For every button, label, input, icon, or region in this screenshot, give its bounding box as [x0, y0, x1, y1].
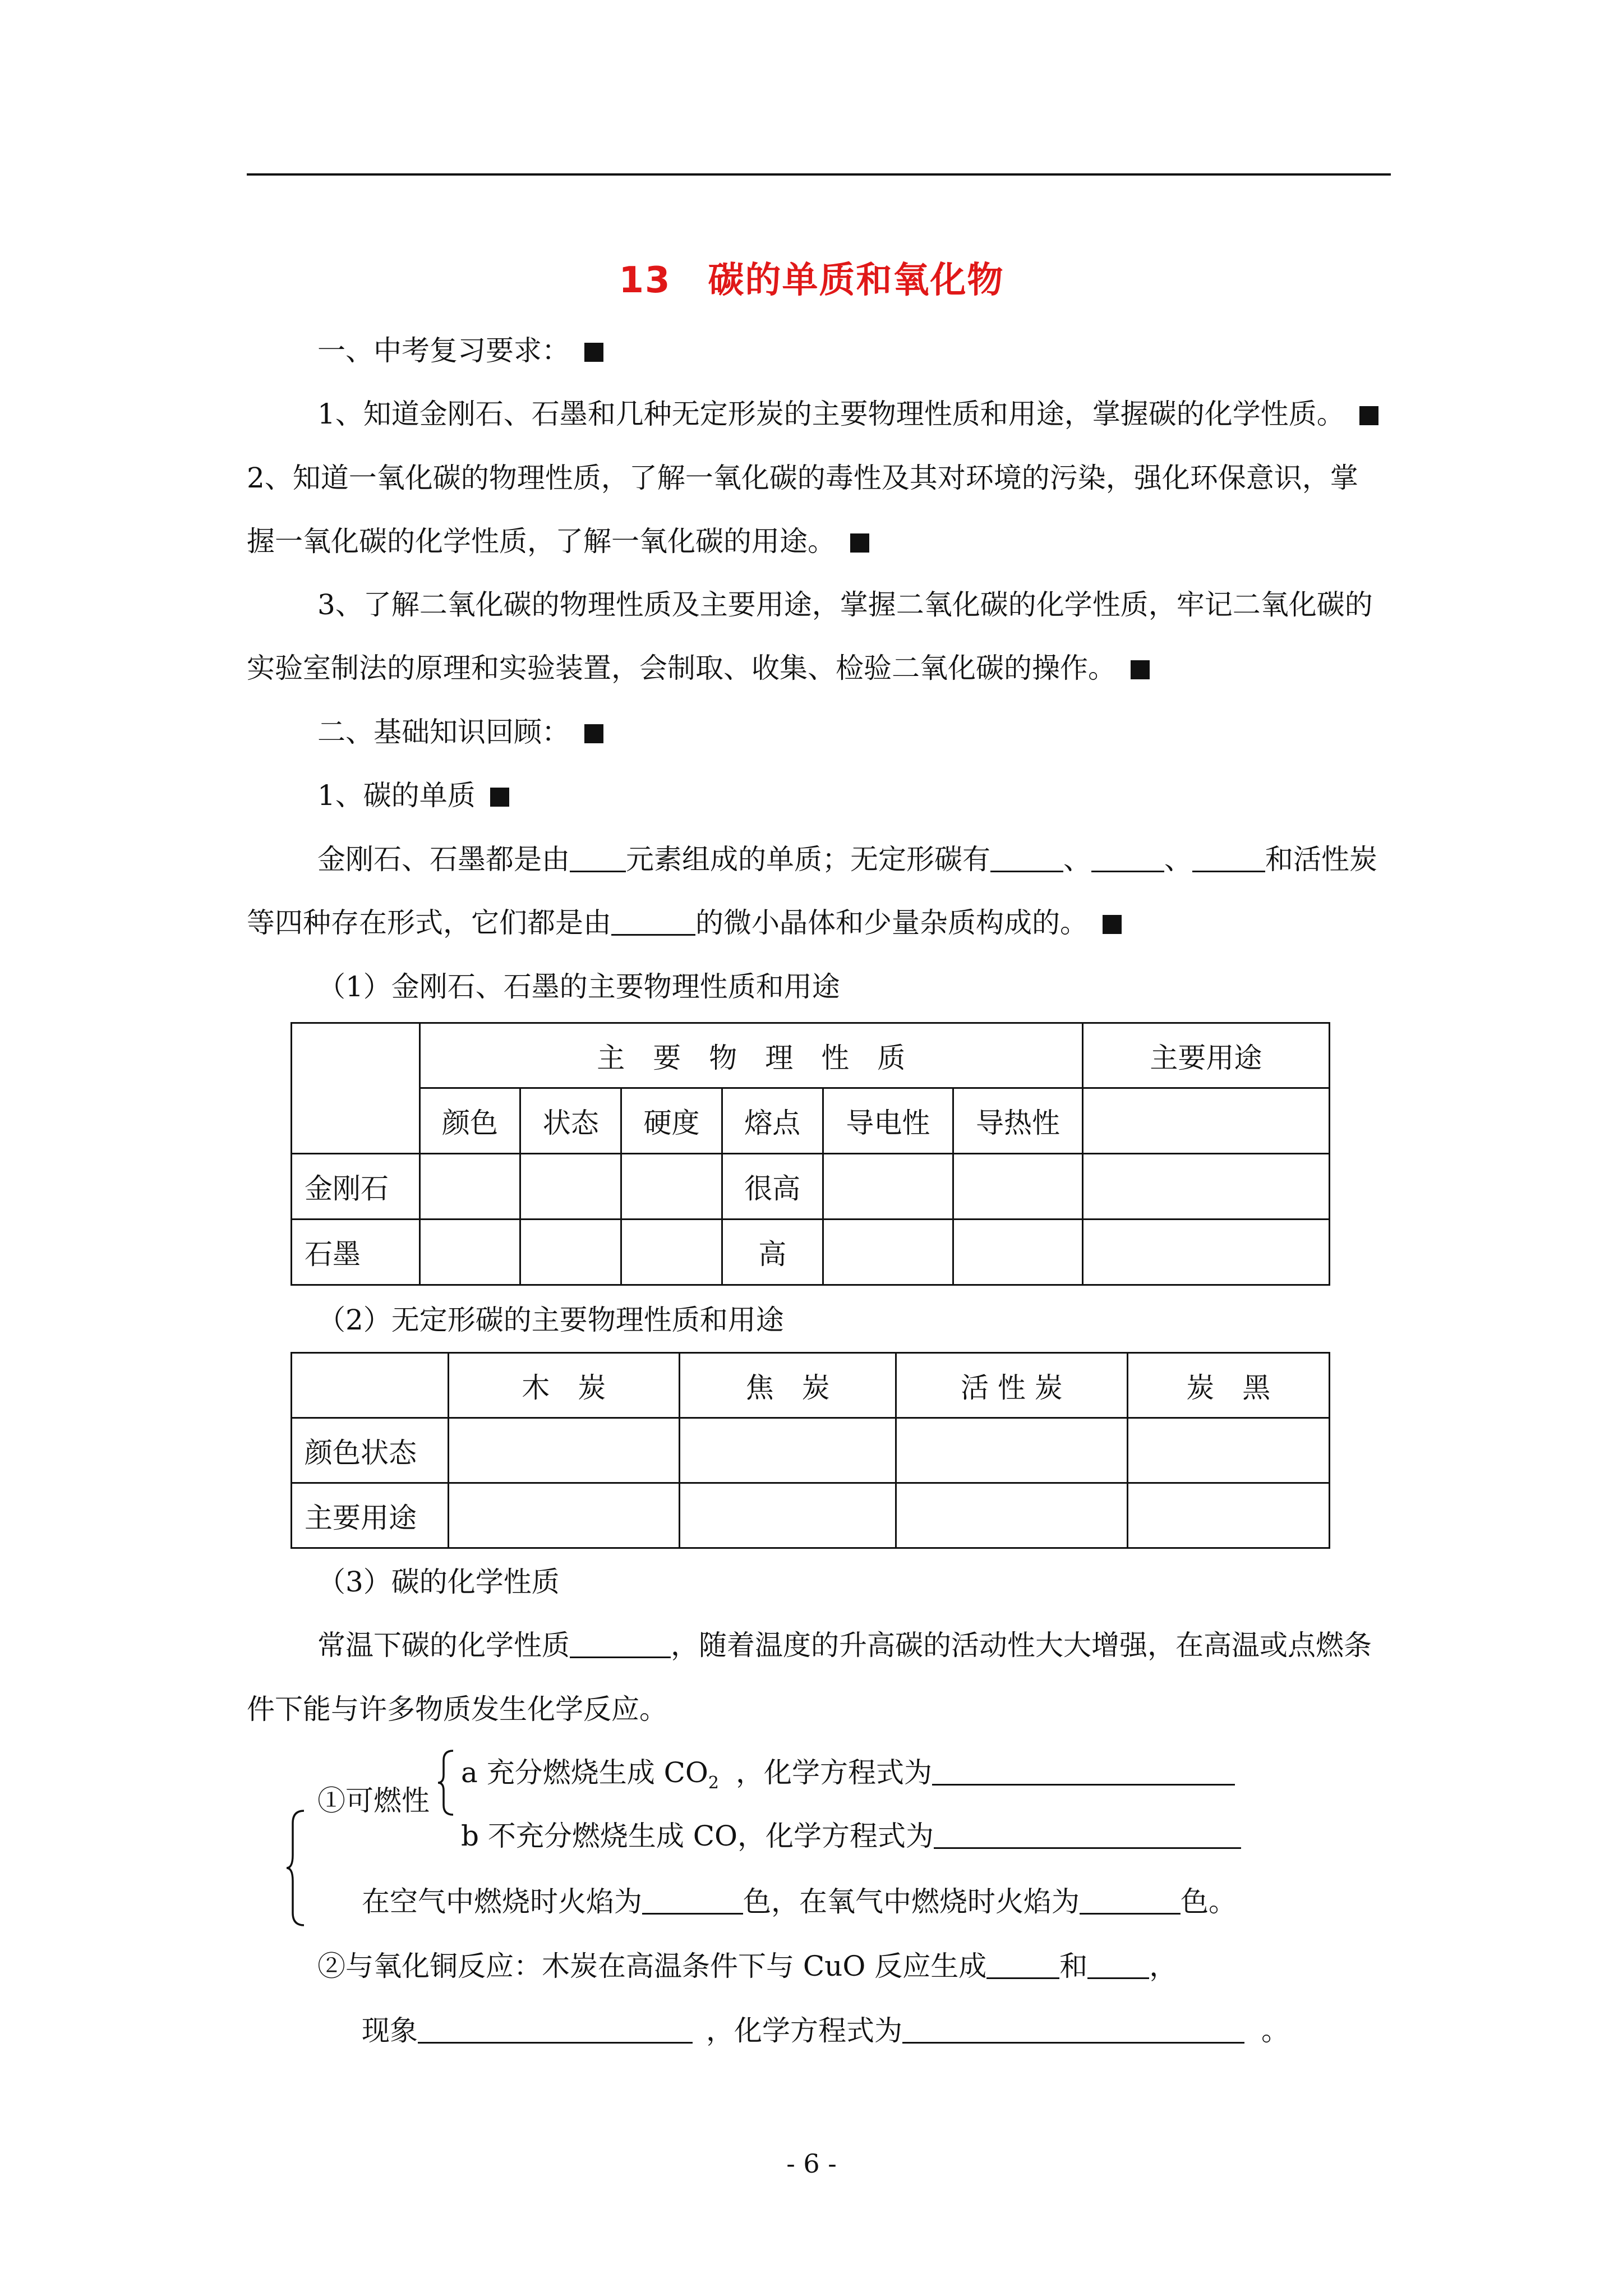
fill-blank[interactable]: [1192, 845, 1265, 872]
phenomenon-blank[interactable]: [418, 2016, 693, 2044]
column-header: 炭 黑: [1127, 1353, 1329, 1418]
diamond-graphite-table: [291, 1022, 1330, 1286]
fill-blank[interactable]: [570, 1631, 671, 1658]
table-row: [292, 1220, 1330, 1285]
column-header: 木 炭: [448, 1353, 679, 1418]
fill-blank[interactable]: [570, 845, 626, 872]
column-header: 活 性 炭: [896, 1353, 1127, 1418]
fill-blank[interactable]: [986, 1952, 1059, 1979]
square-bullet-icon: [850, 533, 869, 553]
page-title: 13 碳的单质和氧化物: [619, 260, 1004, 301]
table-cell[interactable]: [679, 1483, 896, 1548]
table-cell: 很高: [722, 1154, 823, 1220]
square-bullet-icon: [1103, 915, 1122, 934]
requirement-3-line-2: 实验室制法的原理和实验装置，会制取、收集、检验二氧化碳的操作。: [247, 648, 1150, 688]
fill-blank[interactable]: [1080, 1887, 1181, 1915]
table-cell[interactable]: [1082, 1154, 1329, 1220]
table-cell[interactable]: [419, 1220, 520, 1285]
equation-blank[interactable]: [934, 1821, 1241, 1849]
copper-oxide-reaction-line-2: 现象 ，化学方程式为 。: [362, 2014, 1289, 2047]
column-header: 硬度: [621, 1088, 722, 1154]
section-1-heading: 一、中考复习要求：: [317, 331, 603, 370]
table-row: [292, 1483, 1330, 1548]
row-header: 石墨: [292, 1220, 420, 1285]
table-cell[interactable]: [419, 1154, 520, 1220]
table-row: [292, 1418, 1330, 1483]
fill-blank[interactable]: [1087, 1952, 1149, 1979]
table-cell[interactable]: [896, 1418, 1127, 1483]
subsection-carbon-elements: 1、碳的单质: [317, 776, 509, 815]
table-cell[interactable]: [823, 1154, 953, 1220]
square-bullet-icon: [1359, 406, 1378, 425]
equation-blank[interactable]: [932, 1758, 1235, 1786]
physical-properties-header: 主 要 物 理 性 质: [419, 1023, 1082, 1088]
column-header: 导电性: [823, 1088, 953, 1154]
table-row: [292, 1154, 1330, 1220]
caption-table-2: （2）无定形碳的主要物理性质和用途: [317, 1304, 784, 1336]
inner-brace-icon: [436, 1749, 457, 1816]
row-header: 颜色状态: [292, 1418, 449, 1483]
requirement-1: 1、知道金刚石、石墨和几种无定形炭的主要物理性质和用途，掌握碳的化学性质。: [317, 394, 1378, 434]
table-corner-cell: [292, 1023, 420, 1154]
fill-blank[interactable]: [990, 845, 1063, 872]
square-bullet-icon: [584, 724, 603, 743]
requirement-2-line-2: 握一氧化碳的化学性质，了解一氧化碳的用途。: [247, 522, 869, 561]
table-cell[interactable]: [1082, 1088, 1329, 1154]
page-number: - 6 -: [786, 2148, 837, 2179]
column-header: 导热性: [953, 1088, 1083, 1154]
column-header: 焦 炭: [679, 1353, 896, 1418]
complete-combustion-line: a 充分燃烧生成 $CO_2$ ，化学方程式为: [461, 1753, 1235, 1803]
main-uses-header: 主要用途: [1082, 1023, 1329, 1088]
square-bullet-icon: [584, 343, 603, 362]
fill-blank[interactable]: [1091, 845, 1164, 872]
amorphous-carbon-table: [291, 1352, 1330, 1549]
column-header: 颜色: [419, 1088, 520, 1154]
fill-blank[interactable]: [611, 908, 695, 936]
header-rule: [247, 173, 1391, 176]
table-corner-cell: [292, 1353, 449, 1418]
table-cell[interactable]: [1127, 1418, 1329, 1483]
square-bullet-icon: [490, 788, 509, 807]
requirement-2-line-1: 2、知道一氧化碳的物理性质，了解一氧化碳的毒性及其对环境的污染，强化环保意识，掌: [247, 462, 1358, 494]
paragraph-chemical-line-1: 常温下碳的化学性质 ，随着温度的升高碳的活动性大大增强，在高温或点燃条: [317, 1629, 1372, 1662]
paragraph-carbon-forms-line-1: 金刚石、石墨都是由 元素组成的单质；无定形碳有 、 、 和活性炭: [317, 843, 1377, 876]
table-cell[interactable]: [953, 1154, 1083, 1220]
combustibility-label: ①可燃性: [317, 1784, 430, 1817]
table-cell[interactable]: [1082, 1220, 1329, 1285]
row-header: 金刚石: [292, 1154, 420, 1220]
paragraph-carbon-forms-line-2: 等四种存在形式，它们都是由 的微小晶体和少量杂质构成的。: [247, 903, 1122, 942]
equation-blank[interactable]: [902, 2016, 1244, 2044]
fill-blank[interactable]: [642, 1887, 743, 1915]
table-cell[interactable]: [520, 1154, 621, 1220]
paragraph-chemical-line-2: 件下能与许多物质发生化学反应。: [247, 1693, 667, 1726]
flame-color-line: 在空气中燃烧时火焰为 色，在氧气中燃烧时火焰为 色。: [362, 1885, 1237, 1918]
table-cell[interactable]: [448, 1418, 679, 1483]
table-cell[interactable]: [679, 1418, 896, 1483]
column-header: 状态: [520, 1088, 621, 1154]
table-cell: 高: [722, 1220, 823, 1285]
column-header: 熔点: [722, 1088, 823, 1154]
row-header: 主要用途: [292, 1483, 449, 1548]
section-2-heading: 二、基础知识回顾：: [317, 712, 603, 752]
copper-oxide-reaction-line-1: ②与氧化铜反应：木炭在高温条件下与 CuO 反应生成 和 ，: [317, 1950, 1178, 1982]
incomplete-combustion-line: b 不充分燃烧生成 CO，化学方程式为: [461, 1816, 1241, 1856]
table-cell[interactable]: [823, 1220, 953, 1285]
caption-table-1: （1）金刚石、石墨的主要物理性质和用途: [317, 970, 840, 1003]
table-cell[interactable]: [1127, 1483, 1329, 1548]
table-cell[interactable]: [896, 1483, 1127, 1548]
table-cell[interactable]: [953, 1220, 1083, 1285]
table-cell[interactable]: [621, 1154, 722, 1220]
caption-chemical-properties: （3）碳的化学性质: [317, 1566, 560, 1598]
requirement-3-line-1: 3、了解二氧化碳的物理性质及主要用途，掌握二氧化碳的化学性质，牢记二氧化碳的: [317, 588, 1373, 621]
table-cell[interactable]: [448, 1483, 679, 1548]
table-cell[interactable]: [621, 1220, 722, 1285]
outer-brace-icon: [285, 1809, 307, 1927]
table-cell[interactable]: [520, 1220, 621, 1285]
square-bullet-icon: [1131, 660, 1150, 679]
